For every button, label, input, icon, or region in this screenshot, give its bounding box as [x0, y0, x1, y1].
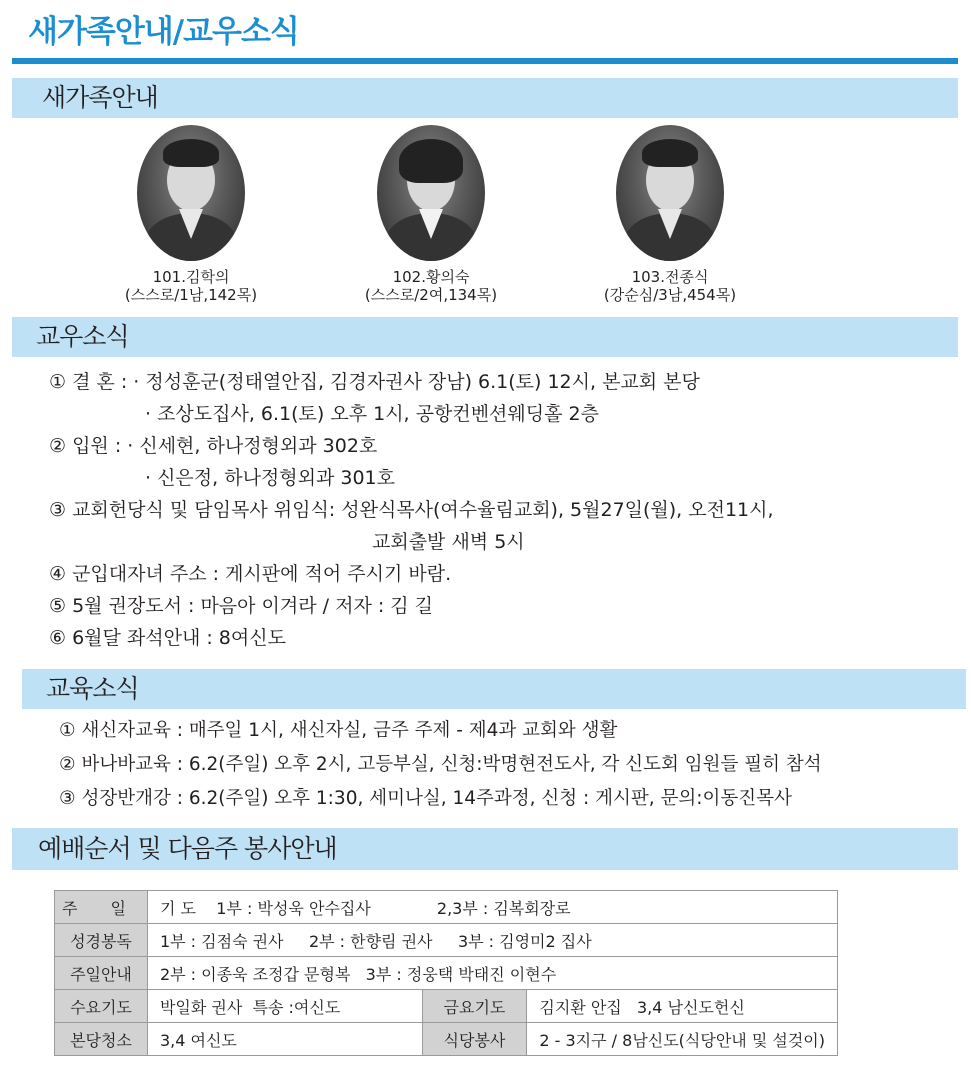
- table-row: [55, 1023, 838, 1056]
- member-caption-1: [101, 268, 281, 304]
- member-name: 103.전종식: [631, 268, 709, 286]
- member-news-line: ④ 군입대자녀 주소 : 게시판에 적어 주시기 바람.: [49, 563, 452, 585]
- row-label: 성경봉독: [55, 924, 148, 957]
- service-schedule-table: [54, 890, 838, 1056]
- section-education-header: [22, 669, 966, 709]
- title-rule: [12, 58, 958, 64]
- member-news-line: · 조상도집사, 6.1(토) 오후 1시, 공항컨벤션웨딩홀 2층: [145, 403, 599, 425]
- table-row: [55, 924, 838, 957]
- section-member-news-header: [12, 317, 958, 357]
- member-news-line: ② 입원 : · 신세현, 하나정형외과 302호: [49, 435, 378, 457]
- section-service-title: 예배순서 및 다음주 봉사안내: [38, 834, 337, 863]
- table-row: [55, 990, 838, 1023]
- member-detail: (스스로/2여,134목): [364, 286, 498, 304]
- member-caption-3: [580, 268, 760, 304]
- row-value-2: 2 - 3지구 / 8남신도(식당안내 및 설겆이): [527, 1023, 838, 1056]
- member-photo-2: [377, 125, 485, 261]
- member-news-line: · 신은정, 하나정형외과 301호: [145, 467, 396, 489]
- section-new-family-header: [12, 78, 958, 118]
- member-detail: (스스로/1남,142목): [124, 286, 258, 304]
- row-label: 주일안내: [55, 957, 148, 990]
- member-news-line: ① 결 혼 : · 정성훈군(정태열안집, 김경자권사 장남) 6.1(토) 12시, 본교회 본당: [49, 371, 700, 393]
- row-value: 3,4 여신도: [147, 1023, 422, 1056]
- member-photo-3: [616, 125, 724, 261]
- section-service-header: [12, 828, 958, 870]
- table-row: [55, 891, 838, 924]
- table-row: [55, 957, 838, 990]
- row-value: 기 도 1부 : 박성욱 안수집사 2,3부 : 김복회장로: [147, 891, 837, 924]
- row-label: 본당청소: [55, 1023, 148, 1056]
- member-name: 102.황의숙: [392, 268, 470, 286]
- row-value: 1부 : 김점숙 권사 2부 : 한향림 권사 3부 : 김영미2 집사: [147, 924, 837, 957]
- member-photo-1: [137, 125, 245, 261]
- section-new-family-title: 새가족안내: [42, 83, 158, 112]
- member-news-line: ⑥ 6월달 좌석안내 : 8여신도: [49, 627, 286, 649]
- member-news-line: ③ 교회헌당식 및 담임목사 위임식: 성완식목사(여수율림교회), 5월27일(월), 오전11시,: [49, 499, 774, 521]
- member-news-line: 교회출발 새벽 5시: [372, 531, 525, 553]
- row-value: 박일화 권사 특송 :여신도: [147, 990, 422, 1023]
- section-education-title: 교육소식: [46, 674, 139, 703]
- page-title: 새가족안내/교우소식: [28, 14, 299, 50]
- row-label-2: 식당봉사: [422, 1023, 527, 1056]
- member-news-line: ⑤ 5월 권장도서 : 마음아 이겨라 / 저자 : 김 길: [49, 595, 434, 617]
- section-member-news-title: 교우소식: [36, 322, 129, 351]
- row-label: 주 일: [55, 891, 148, 924]
- row-label: 수요기도: [55, 990, 148, 1023]
- row-value: 2부 : 이종욱 조정갑 문형복 3부 : 정웅택 박태진 이현수: [147, 957, 837, 990]
- member-detail: (강순심/3남,454목): [603, 286, 737, 304]
- education-news-line: ① 새신자교육 : 매주일 1시, 새신자실, 금주 주제 - 제4과 교회와 생활: [59, 720, 618, 741]
- row-value-2: 김지환 안집 3,4 남신도헌신: [527, 990, 838, 1023]
- row-label-2: 금요기도: [422, 990, 527, 1023]
- education-news-line: ③ 성장반개강 : 6.2(주일) 오후 1:30, 세미나실, 14주과정, 신청 : 게시판, 문의:이동진목사: [59, 788, 792, 809]
- education-news-line: ② 바나바교육 : 6.2(주일) 오후 2시, 고등부실, 신청:박명현전도사, 각 신도회 임원들 필히 참석: [59, 754, 822, 775]
- member-caption-2: [341, 268, 521, 304]
- member-name: 101.김학의: [152, 268, 230, 286]
